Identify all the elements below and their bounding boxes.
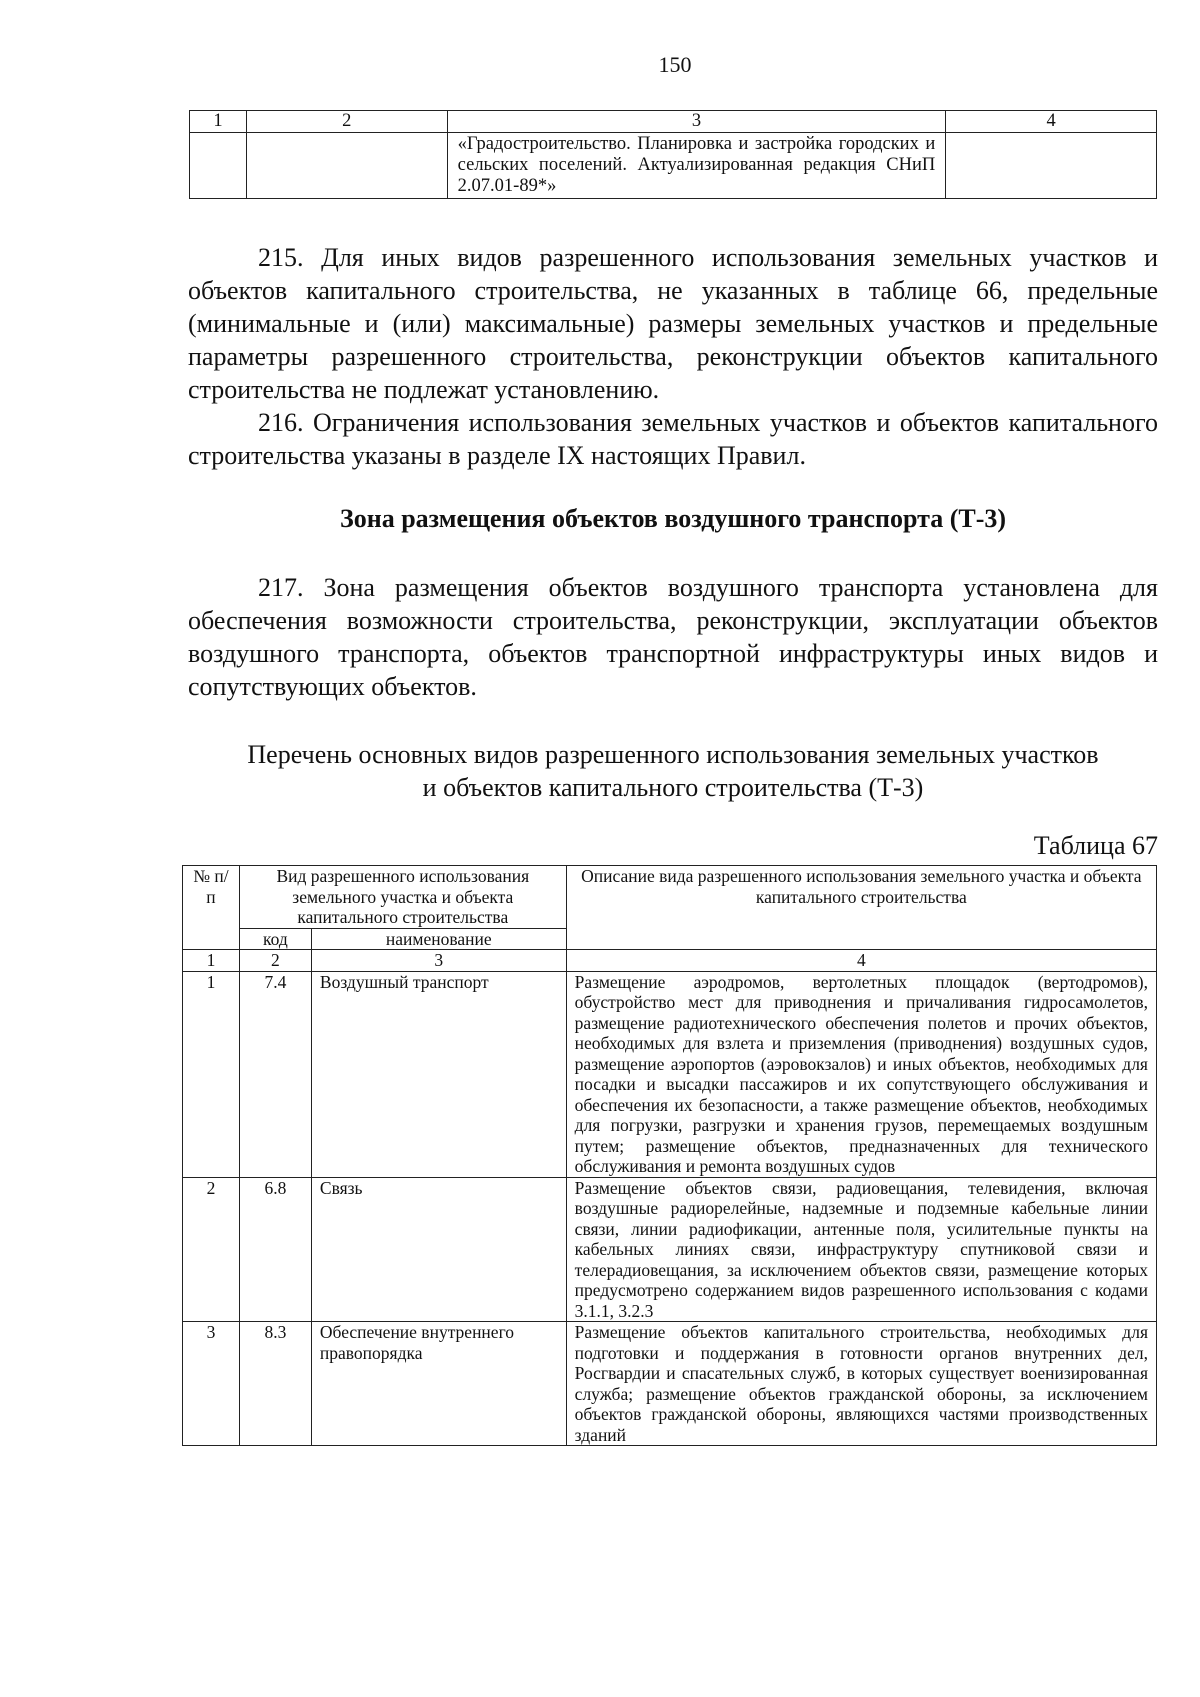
row-name: Связь (311, 1177, 566, 1322)
table-row (183, 1177, 1157, 1322)
row-num: 1 (183, 971, 240, 1177)
table-header-row (183, 866, 1157, 929)
header-cell: 1 (190, 111, 247, 133)
row-num: 2 (183, 1177, 240, 1322)
row-num: 3 (183, 1322, 240, 1446)
table-cell (946, 133, 1157, 199)
row-name: Обеспечение внутреннего правопорядка (311, 1322, 566, 1446)
zone-heading: Зона размещения объектов воздушного транспорта (Т-3) (339, 504, 1007, 533)
header-cell: 3 (447, 111, 946, 133)
page-number: 150 (658, 52, 692, 77)
table-row (190, 133, 1157, 199)
header-code: код (239, 928, 311, 950)
paragraph-216: 216. Ограничения использования земельных участков и объектов капитального строительства указаны в разделе IX настоящих Правил. (188, 408, 1158, 470)
table-row (183, 971, 1157, 1177)
row-description: Размещение объектов связи, радиовещания, телевидения, включая воздушные радиорелейные, надземные и подземные кабельные линии связи, линии радиофикации, антенные поля, усилительные пункты на кабельных линиях связи, инфраструктуру спутниковой связи и телерадиовещания, за исключением объектов связи, размещение которых предусмотрено содержанием видов разрешенного использования с кодами 3.1.1, 3.2.3 (566, 1177, 1156, 1322)
paragraph-217: 217. Зона размещения объектов воздушного транспорта установлена для обеспечения возможности строительства, реконструкции, эксплуатации объектов воздушного транспорта, объектов транспортной инфраструктуры иных видов и сопутствующих объектов. (188, 573, 1158, 701)
column-number: 4 (566, 950, 1156, 972)
table-cell (190, 133, 247, 199)
permitted-use-table (182, 865, 1157, 1446)
row-code: 6.8 (239, 1177, 311, 1322)
paragraph-215: 215. Для иных видов разрешенного использования земельных участков и объектов капитального строительства, не указанных в таблице 66, предельные (минимальные и (или) максимальные) размеры земельных участков и предельные параметры разрешенного строительства, реконструкции объектов капитального строительства не подлежат установлению. (188, 243, 1158, 404)
list-title (188, 738, 1158, 804)
header-use-type: Вид разрешенного использования земельного участка и объекта капитального строительства (239, 866, 566, 929)
row-name: Воздушный транспорт (311, 971, 566, 1177)
header-description: Описание вида разрешенного использования земельного участка и объекта капитального строительства (566, 866, 1156, 950)
column-number: 1 (183, 950, 240, 972)
header-num: № п/п (183, 866, 240, 950)
header-cell: 4 (946, 111, 1157, 133)
list-title-line: Перечень основных видов разрешенного использования земельных участков (247, 740, 1099, 769)
column-number-row (183, 950, 1157, 972)
continuation-table (189, 110, 1157, 199)
header-cell: 2 (246, 111, 447, 133)
column-number: 3 (311, 950, 566, 972)
row-description: Размещение аэродромов, вертолетных площадок (вертодромов), обустройство мест для приводнения и причаливания гидросамолетов, размещение радиотехнического обеспечения полетов и прочих объектов, необходимых для взлета и приземления (приводнения) воздушных судов, размещение аэропортов (аэровокзалов) и иных объектов, необходимых для посадки и высадки пассажиров и их сопутствующего обслуживания и обеспечения их безопасности, а также размещение объектов, необходимых для погрузки, разгрузки и хранения грузов, перемещаемых воздушным путем; размещение объектов, предназначенных для технического обслуживания и ремонта воздушных судов (566, 971, 1156, 1177)
table-cell: «Градостроительство. Планировка и застройка городских и сельских поселений. Актуализированная редакция СНиП 2.07.01-89*» (447, 133, 946, 199)
header-name: наименование (311, 928, 566, 950)
table-caption: Таблица 67 (1033, 831, 1158, 860)
column-number: 2 (239, 950, 311, 972)
list-title-line: и объектов капитального строительства (Т-3) (422, 773, 924, 802)
row-description: Размещение объектов капитального строительства, необходимых для подготовки и поддержания в готовности органов внутренних дел, Росгвардии и спасательных служб, в которых существует военизированная служба; размещение объектов гражданской обороны, за исключением объектов гражданской обороны, являющихся частями производственных зданий (566, 1322, 1156, 1446)
row-code: 7.4 (239, 971, 311, 1177)
table-row (183, 1322, 1157, 1446)
row-code: 8.3 (239, 1322, 311, 1446)
table-cell (246, 133, 447, 199)
continuation-table-header (190, 111, 1157, 133)
